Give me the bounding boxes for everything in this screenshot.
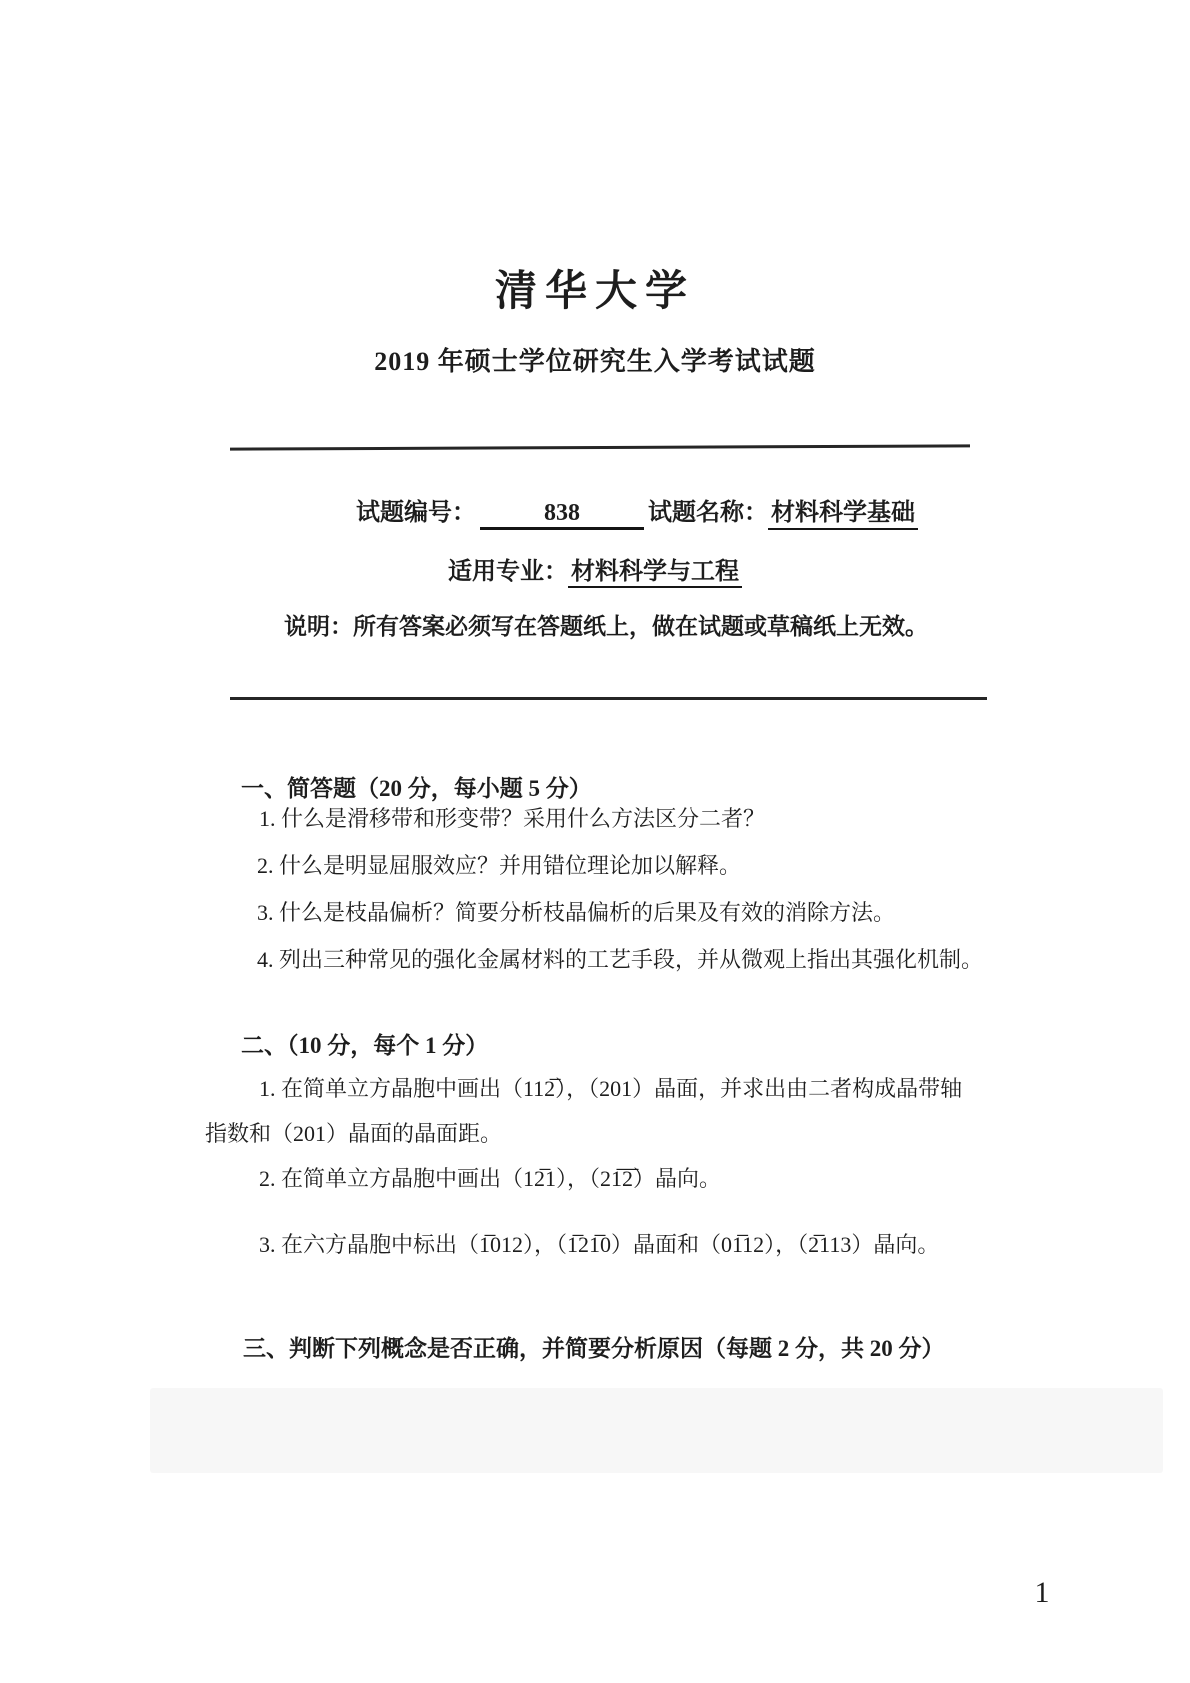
- scan-artifact-band: [150, 1388, 1163, 1473]
- section-1-item-3: 3. 什么是枝晶偏析？简要分析枝晶偏析的后果及有效的消除方法。: [257, 900, 896, 925]
- university-title: 清华大学: [494, 269, 695, 315]
- section-2-item-2: 2. 在简单立方晶胞中画出（12̅1），（21̅2̅）晶向。: [259, 1166, 722, 1191]
- section-2-item-1-line-2: 指数和（201）晶面的晶面距。: [205, 1121, 503, 1146]
- section-2-item-3: 3. 在六方晶胞中标出（1̅012），（1̅21̅0）晶面和（01̅12），（2̅113）晶向。: [259, 1232, 940, 1257]
- subject-code-label: 试题编号：: [356, 500, 476, 526]
- section-1-item-2: 2. 什么是明显屈服效应？并用错位理论加以解释。: [257, 853, 742, 878]
- major-label: 适用专业：: [448, 559, 568, 585]
- section-1-item-4: 4. 列出三种常见的强化金属材料的工艺手段，并从微观上指出其强化机制。: [257, 947, 984, 972]
- subject-name-label: 试题名称：: [648, 500, 768, 526]
- section-2-item-1-line-1: 1. 在简单立方晶胞中画出（112̅），（201）晶面，并求出由二者构成晶带轴: [259, 1076, 963, 1101]
- page-number: 1: [1034, 1576, 1050, 1609]
- subject-name-value: 材料科学基础: [768, 492, 918, 530]
- major-row: [0, 551, 1190, 586]
- subject-row: [356, 492, 918, 530]
- section-1-heading: 一、简答题（20 分，每小题 5 分）: [241, 776, 592, 801]
- instructions-line: 说明：所有答案必须写在答题纸上，做在试题或草稿纸上无效。: [284, 614, 928, 639]
- section-1-item-1: 1. 什么是滑移带和形变带？采用什么方法区分二者？: [259, 806, 766, 831]
- major-value: 材料科学与工程: [568, 559, 742, 588]
- horizontal-rule-top: [230, 444, 970, 450]
- subject-code-value: 838: [480, 500, 644, 530]
- horizontal-rule-bottom: [230, 697, 987, 700]
- section-3-heading: 三、判断下列概念是否正确，并简要分析原因（每题 2 分，共 20 分）: [243, 1336, 945, 1361]
- exam-session-title: 2019 年硕士学位研究生入学考试试题: [374, 347, 816, 376]
- section-2-heading: 二、（10 分，每个 1 分）: [241, 1033, 489, 1058]
